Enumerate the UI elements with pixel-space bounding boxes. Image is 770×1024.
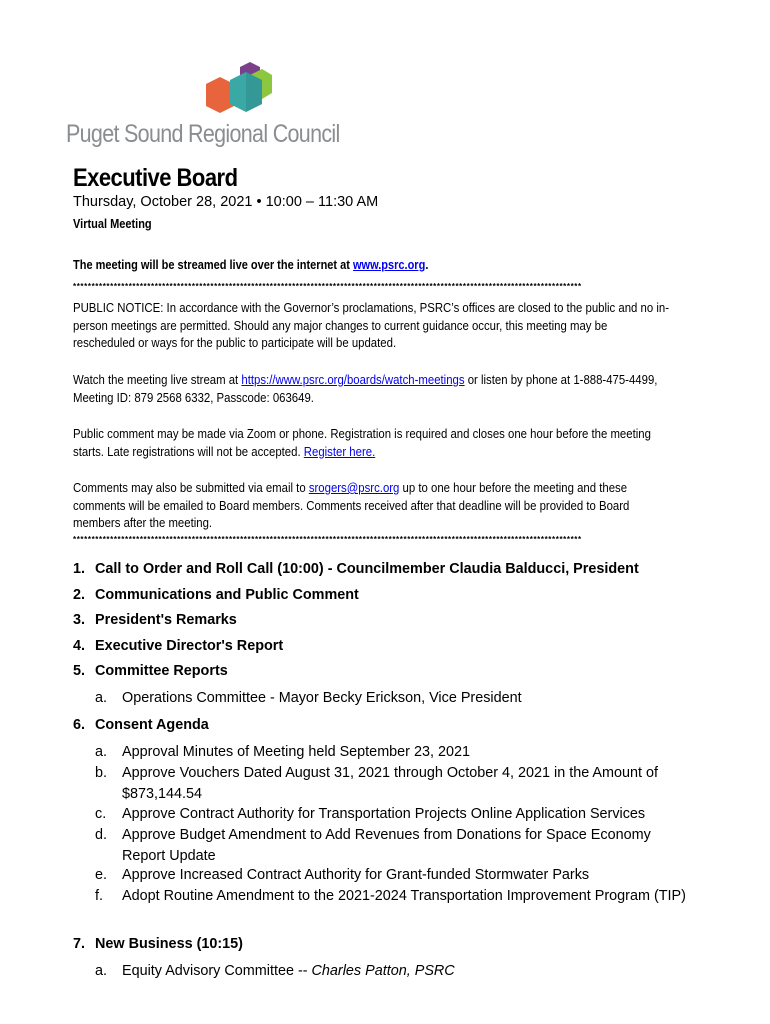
sub-item-text: Operations Committee - Mayor Becky Erickson, Vice President bbox=[122, 690, 522, 706]
sub-item-text: Approve Vouchers Dated August 31, 2021 through October 4, 2021 in the Amount of $873,144.54 bbox=[122, 765, 659, 802]
page-title: Executive Board bbox=[73, 164, 238, 192]
separator-bottom: ***************************************************************************************************************************************** bbox=[73, 535, 582, 544]
agenda-item-number: 2. bbox=[73, 587, 86, 603]
watch-meetings-link[interactable]: https://www.psrc.org/boards/watch-meetings bbox=[241, 372, 465, 387]
comment-text: Public comment may be made via Zoom or phone. Registration is required and closes one hour before the meeting starts. Late registrations will not be accepted. bbox=[73, 426, 651, 459]
agenda-item-label: Committee Reports bbox=[95, 663, 228, 679]
agenda-item-number: 5. bbox=[73, 663, 86, 679]
sub-item-letter: f. bbox=[95, 888, 103, 904]
sub-item-text: Approve Budget Amendment to Add Revenues from Donations for Space Economy Report Update bbox=[122, 827, 651, 864]
sub-item-text bbox=[122, 961, 692, 982]
agenda-item-label: Call to Order and Roll Call (10:00) - Councilmember Claudia Balducci, President bbox=[95, 561, 639, 577]
email-link[interactable]: srogers@psrc.org bbox=[308, 480, 400, 495]
sub-item-letter: a. bbox=[95, 744, 108, 760]
agenda-item-number: 6. bbox=[73, 717, 86, 733]
agenda-item-number: 7. bbox=[73, 936, 86, 952]
sub-item-text: Adopt Routine Amendment to the 2021-2024 Transportation Improvement Program (TIP) bbox=[122, 888, 686, 904]
agenda-item-label: New Business (10:15) bbox=[95, 936, 243, 952]
agenda-item-number: 1. bbox=[73, 561, 86, 577]
agenda-item-number: 3. bbox=[73, 612, 86, 628]
agenda-item-number: 4. bbox=[73, 638, 86, 654]
sub-item-text: Approve Contract Authority for Transportation Projects Online Application Services bbox=[122, 806, 646, 822]
sub-item-letter: d. bbox=[95, 827, 108, 843]
stream-prefix: The meeting will be streamed live over the internet at bbox=[73, 258, 353, 272]
email-notice bbox=[73, 479, 672, 532]
agenda-item-label: President's Remarks bbox=[95, 612, 237, 628]
hexagon-cube-icon bbox=[206, 62, 286, 122]
comment-notice bbox=[73, 425, 672, 460]
watch-notice bbox=[73, 371, 672, 406]
sub-item-text: Approval Minutes of Meeting held September 23, 2021 bbox=[122, 744, 470, 760]
sub-item-letter: c. bbox=[95, 806, 107, 822]
sub-item-letter: a. bbox=[95, 690, 108, 706]
meeting-venue: Virtual Meeting bbox=[73, 217, 152, 231]
sub-item-letter: a. bbox=[95, 963, 108, 979]
presenter-name: Charles Patton, PSRC bbox=[311, 963, 455, 979]
watch-prefix: Watch the meeting live stream at bbox=[73, 372, 242, 387]
email-suffix: up to one hour before the meeting and these comments will be emailed to Board members. Comments received after that deadline will be provided to Board members after the meeting. bbox=[73, 480, 630, 530]
email-prefix: Comments may also be submitted via email to bbox=[73, 480, 309, 495]
psrc-logo bbox=[66, 62, 346, 162]
psrc-website-link[interactable]: www.psrc.org bbox=[352, 258, 426, 272]
agenda-item-label: Consent Agenda bbox=[95, 717, 209, 733]
sub-item-title: Equity Advisory Committee -- bbox=[122, 963, 312, 979]
sub-item-letter: b. bbox=[95, 765, 108, 781]
separator-top: ***************************************************************************************************************************************** bbox=[73, 282, 582, 291]
stream-notice bbox=[73, 258, 428, 272]
sub-item-letter: e. bbox=[95, 867, 108, 883]
meeting-datetime: Thursday, October 28, 2021 • 10:00 – 11:30 AM bbox=[73, 194, 379, 210]
agenda-item-label: Executive Director's Report bbox=[95, 638, 284, 654]
org-name: Puget Sound Regional Council bbox=[66, 120, 340, 148]
sub-item-text: Approve Increased Contract Authority for Grant-funded Stormwater Parks bbox=[122, 867, 590, 883]
register-link[interactable]: Register here. bbox=[303, 443, 376, 459]
agenda-item-label: Communications and Public Comment bbox=[95, 587, 359, 603]
public-notice: PUBLIC NOTICE: In accordance with the Governor’s proclamations, PSRC’s offices are closed to the public and no in-person meetings are permitted. Should any major changes to current guidance occur, this meeting may be rescheduled or ways for the public to participate will be updated. bbox=[73, 300, 670, 350]
stream-suffix: . bbox=[425, 258, 429, 272]
watch-suffix: or listen by phone at 1-888-475-4499, Meeting ID: 879 2568 6332, Passcode: 063649. bbox=[73, 372, 658, 405]
